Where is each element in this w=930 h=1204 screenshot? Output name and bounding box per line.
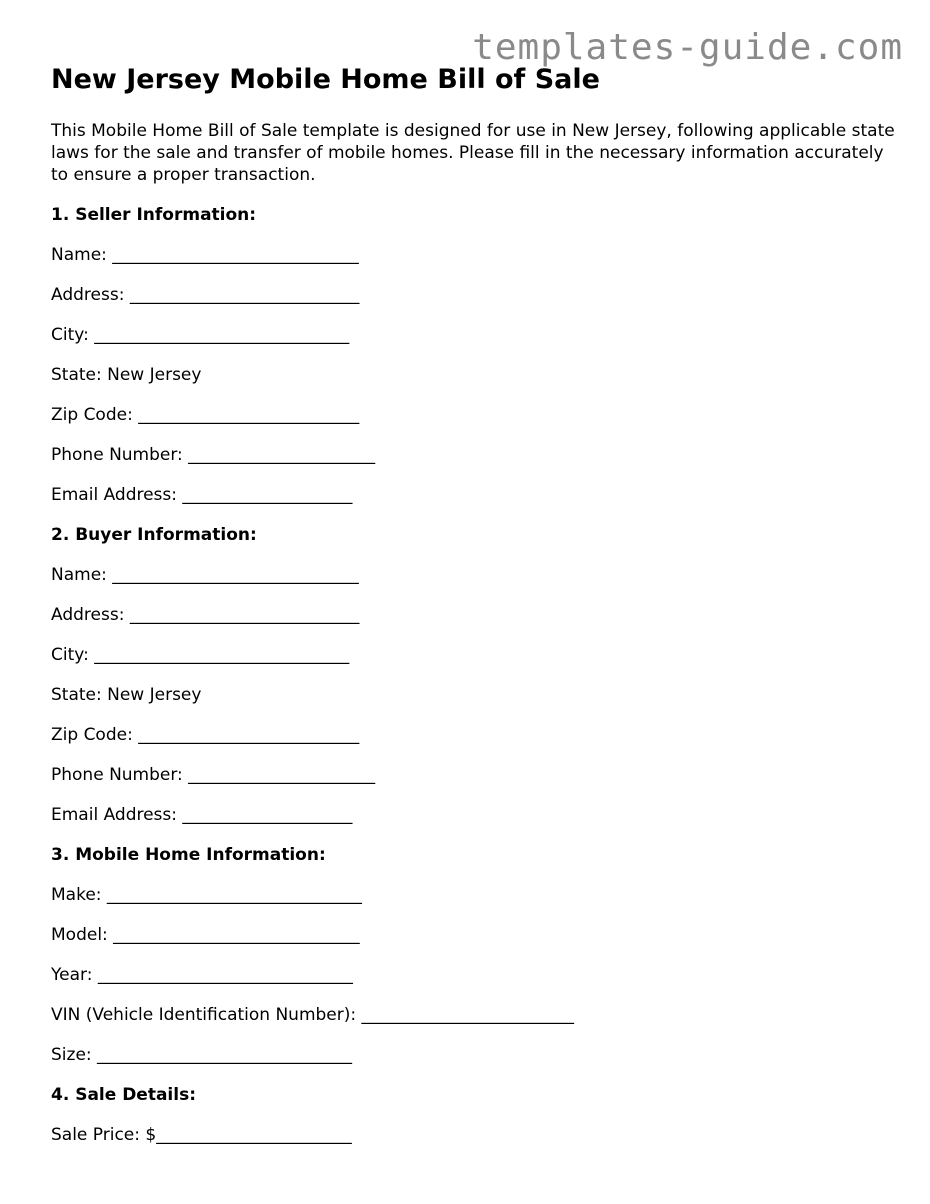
year-field[interactable]: Year: ______________________________ [51, 965, 353, 985]
buyer-zip-field[interactable]: Zip Code: __________________________ [51, 725, 360, 745]
buyer-phone-field[interactable]: Phone Number: ______________________ [51, 765, 376, 785]
buyer-email-field[interactable]: Email Address: ____________________ [51, 805, 353, 825]
seller-email-field[interactable]: Email Address: ____________________ [51, 485, 353, 505]
intro-paragraph: This Mobile Home Bill of Sale template is designed for use in New Jersey, following applicable state laws for the sale and transfer of mobile homes. Please fill in the necessary information accurately to ensure a proper transaction. [51, 121, 895, 185]
seller-state-field: State: New Jersey [51, 365, 202, 385]
sale-price-field[interactable]: Sale Price: $_______________________ [51, 1125, 352, 1145]
mobile-home-heading: 3. Mobile Home Information: [51, 845, 326, 865]
seller-city-field[interactable]: City: ______________________________ [51, 325, 350, 345]
buyer-state-field: State: New Jersey [51, 685, 202, 705]
document-body [51, 62, 901, 1164]
seller-phone-field[interactable]: Phone Number: ______________________ [51, 445, 376, 465]
seller-address-field[interactable]: Address: ___________________________ [51, 285, 360, 305]
sale-section [51, 1084, 901, 1164]
seller-heading: 1. Seller Information: [51, 205, 257, 225]
model-field[interactable]: Model: _____________________________ [51, 925, 360, 945]
mobile-home-section [51, 844, 901, 1084]
watermark-text: templates-guide.com [472, 27, 903, 68]
seller-zip-field[interactable]: Zip Code: __________________________ [51, 405, 360, 425]
sale-heading: 4. Sale Details: [51, 1085, 197, 1105]
size-field[interactable]: Size: ______________________________ [51, 1045, 353, 1065]
document-title: New Jersey Mobile Home Bill of Sale [51, 64, 600, 95]
buyer-section [51, 524, 901, 844]
make-field[interactable]: Make: ______________________________ [51, 885, 362, 905]
seller-name-field[interactable]: Name: _____________________________ [51, 245, 359, 265]
vin-field[interactable]: VIN (Vehicle Identification Number): _________________________ [51, 1005, 575, 1025]
buyer-heading: 2. Buyer Information: [51, 525, 257, 545]
buyer-city-field[interactable]: City: ______________________________ [51, 645, 350, 665]
buyer-name-field[interactable]: Name: _____________________________ [51, 565, 359, 585]
buyer-address-field[interactable]: Address: ___________________________ [51, 605, 360, 625]
seller-section [51, 204, 901, 524]
